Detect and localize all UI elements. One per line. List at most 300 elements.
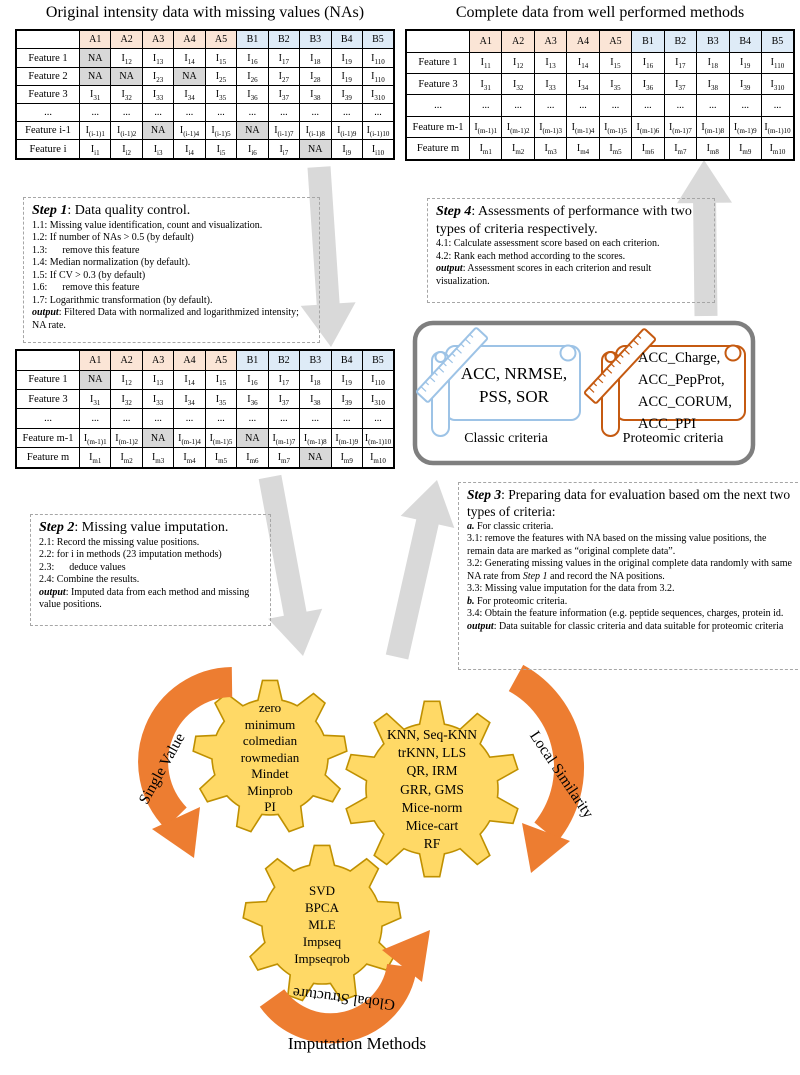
list-line: ACC, NRMSE,	[460, 364, 568, 383]
data-cell: $I_{m3}$	[142, 448, 173, 468]
data-cell: $I_{(i-1)5}$	[205, 122, 236, 140]
data-cell: $I_{19}$	[331, 370, 362, 389]
data-cell: $I_{m7}$	[268, 448, 299, 468]
step2-box	[30, 514, 271, 626]
classic-criteria-label: Classic criteria	[464, 431, 548, 446]
data-cell: $I_{110}$	[362, 49, 394, 67]
data-cell: NA	[111, 67, 142, 85]
data-cell: ...	[567, 95, 599, 116]
step-line: output: Data suitable for classic criteria and data suitable for proteomic criteria	[467, 620, 784, 632]
data-cell: $I_{(i-1)7}$	[268, 122, 299, 140]
data-cell: $I_{i7}$	[268, 140, 299, 159]
data-cell: ...	[237, 104, 268, 122]
data-cell: $I_{15}$	[599, 52, 631, 73]
table-row	[406, 116, 794, 137]
list-line: KNN, Seq-KNN	[387, 727, 477, 742]
data-cell: NA	[80, 370, 111, 389]
data-cell: $I_{34}$	[174, 390, 205, 409]
data-cell: $I_{i10}$	[362, 140, 394, 159]
data-cell: $I_{34}$	[567, 74, 599, 95]
data-cell: $I_{(m-1)4}$	[174, 428, 205, 447]
list-line: Impseq	[302, 934, 342, 949]
column-header: A2	[111, 350, 142, 370]
data-cell: $I_{37}$	[268, 85, 299, 103]
data-cell: $I_{17}$	[268, 49, 299, 67]
data-cell: $I_{12}$	[111, 370, 142, 389]
data-cell: $I_{39}$	[331, 390, 362, 409]
step3-box	[458, 482, 800, 670]
step-line: Step 3: Preparing data for evaluation based om the next two types of criteria:	[467, 487, 794, 519]
data-cell: $I_{(m-1)1}$	[80, 428, 111, 447]
step-line: 2.2: for i in methods (23 imputation methods)	[39, 549, 222, 560]
data-cell: $I_{15}$	[205, 370, 236, 389]
step4-box	[427, 198, 715, 303]
corner-cell	[406, 30, 470, 52]
data-cell: ...	[362, 409, 394, 428]
step-line: 1.4: Median normalization (by default).	[32, 257, 191, 268]
data-cell: NA	[237, 122, 268, 140]
data-cell: $I_{m8}$	[697, 138, 729, 160]
data-cell: ...	[599, 95, 631, 116]
right-table-title: Complete data from well performed methods	[455, 4, 745, 21]
step-line: 1.5: If CV > 0.3 (by default)	[32, 269, 146, 281]
data-cell: $I_{(m-1)8}$	[697, 116, 729, 137]
data-cell: $I_{35}$	[205, 85, 236, 103]
list-line: ACC_CORUM,	[638, 394, 732, 410]
flow-arrow-to-step3	[386, 480, 455, 660]
column-header: A2	[111, 30, 142, 49]
table-row	[16, 122, 394, 140]
local-similarity-label: Local Similarity	[526, 728, 597, 822]
data-table	[15, 29, 395, 160]
row-label: Feature 2	[16, 67, 80, 85]
data-cell: ...	[502, 95, 534, 116]
step-line: 1.2: If number of NAs > 0.5 (by default)	[32, 232, 194, 243]
data-cell: $I_{i4}$	[174, 140, 205, 159]
column-header: B4	[729, 30, 761, 52]
data-cell: $I_{18}$	[300, 49, 331, 67]
step-line: 4.1: Calculate assessment score based on each criterion.	[436, 238, 660, 249]
data-cell: $I_{14}$	[567, 52, 599, 73]
corner-cell	[16, 350, 80, 370]
row-label: Feature i-1	[16, 122, 80, 140]
table-row	[406, 74, 794, 95]
list-line: RF	[423, 836, 441, 852]
step-line: 1.6: remove this feature	[32, 282, 140, 293]
table-row	[16, 370, 394, 389]
data-cell: $I_{i2}$	[111, 140, 142, 159]
data-cell: $I_{18}$	[300, 370, 331, 389]
column-header: A3	[142, 30, 173, 49]
column-header: B4	[331, 350, 362, 370]
data-cell: ...	[80, 104, 111, 122]
data-cell: $I_{17}$	[664, 52, 696, 73]
data-cell: ...	[534, 95, 566, 116]
list-line: colmedian	[242, 733, 298, 748]
data-cell: $I_{11}$	[470, 52, 502, 73]
table-row	[406, 52, 794, 73]
table-row	[16, 85, 394, 103]
data-cell: $I_{37}$	[268, 390, 299, 409]
data-cell: $I_{m4}$	[567, 138, 599, 160]
original-data-table	[15, 29, 395, 160]
step-line: b. For proteomic criteria.	[467, 595, 568, 607]
data-cell: $I_{i5}$	[205, 140, 236, 159]
data-cell: $I_{36}$	[237, 390, 268, 409]
data-cell: $I_{110}$	[362, 370, 394, 389]
column-header: B2	[268, 350, 299, 370]
data-cell: ...	[80, 409, 111, 428]
step-line: Step 2: Missing value imputation.	[39, 520, 229, 535]
data-cell: NA	[80, 49, 111, 67]
data-cell: $I_{310}$	[362, 390, 394, 409]
data-cell: $I_{16}$	[237, 370, 268, 389]
data-cell: $I_{110}$	[362, 67, 394, 85]
row-label: Feature m-1	[16, 428, 80, 447]
left-table-title: Original intensity data with missing values (NAs)	[45, 4, 365, 21]
data-cell: $I_{34}$	[174, 85, 205, 103]
data-cell: $I_{(m-1)5}$	[205, 428, 236, 447]
corner-cell	[16, 30, 80, 49]
data-cell: $I_{m1}$	[80, 448, 111, 468]
data-cell: $I_{32}$	[502, 74, 534, 95]
data-cell: $I_{36}$	[237, 85, 268, 103]
list-line: SVD	[308, 883, 335, 898]
data-cell: $I_{(m-1)4}$	[567, 116, 599, 137]
list-line: MLE	[308, 917, 336, 932]
row-label: Feature m-1	[406, 116, 470, 137]
list-line: zero	[258, 700, 282, 715]
data-cell: ...	[697, 95, 729, 116]
data-cell: $I_{(m-1)10}$	[362, 428, 394, 447]
data-cell: $I_{110}$	[761, 52, 794, 73]
data-cell: $I_{m4}$	[174, 448, 205, 468]
data-cell: $I_{(m-1)7}$	[664, 116, 696, 137]
data-cell: $I_{38}$	[697, 74, 729, 95]
data-cell: $I_{(m-1)5}$	[599, 116, 631, 137]
data-cell: $I_{31}$	[80, 390, 111, 409]
step-line: output: Assessment scores in each criterion and result visualization.	[436, 263, 654, 287]
list-line: QR, IRM	[406, 763, 458, 779]
table-row	[406, 95, 794, 116]
data-cell: $I_{(m-1)2}$	[502, 116, 534, 137]
global-structure-methods	[247, 882, 397, 967]
list-line: ACC_PepProt,	[638, 372, 725, 388]
data-cell: $I_{(i-1)9}$	[331, 122, 362, 140]
list-line: Mindet	[251, 766, 289, 781]
row-label: Feature 3	[16, 85, 80, 103]
column-header: B5	[362, 350, 394, 370]
list-line: rowmedian	[240, 749, 300, 765]
data-cell: ...	[761, 95, 794, 116]
step1-box	[23, 197, 320, 343]
data-cell: ...	[300, 409, 331, 428]
global-structure-label: Global Structure	[291, 983, 397, 1014]
data-cell: ...	[142, 104, 173, 122]
data-cell: $I_{16}$	[632, 52, 664, 73]
data-cell: $I_{12}$	[111, 49, 142, 67]
list-line: ACC_PPI	[638, 416, 697, 432]
data-cell: $I_{13}$	[142, 49, 173, 67]
table-row	[16, 67, 394, 85]
data-cell: $I_{38}$	[300, 390, 331, 409]
data-cell: $I_{31}$	[470, 74, 502, 95]
table-row	[16, 428, 394, 447]
column-header: B1	[632, 30, 664, 52]
step-line: output: Imputed data from each method and missing value positions.	[39, 586, 252, 610]
data-cell: NA	[300, 140, 331, 159]
data-cell: ...	[632, 95, 664, 116]
step-line: 3.3: Missing value imputation for the data from 3.2.	[467, 583, 675, 595]
filtered-data-table	[15, 349, 395, 469]
data-cell: $I_{m10}$	[761, 138, 794, 160]
row-label: ...	[16, 409, 80, 428]
data-cell: ...	[729, 95, 761, 116]
list-line: BPCA	[305, 900, 339, 915]
data-cell: $I_{i3}$	[142, 140, 173, 159]
data-table	[15, 349, 395, 469]
data-cell: $I_{310}$	[761, 74, 794, 95]
column-header: A1	[80, 350, 111, 370]
data-cell: ...	[237, 409, 268, 428]
data-cell: $I_{31}$	[80, 85, 111, 103]
row-label: Feature 1	[406, 52, 470, 73]
data-cell: ...	[205, 409, 236, 428]
step-line: 2.1: Record the missing value positions.	[39, 536, 200, 548]
table-row	[16, 140, 394, 159]
column-header: A2	[502, 30, 534, 52]
column-header: B4	[331, 30, 362, 49]
data-cell: ...	[331, 104, 362, 122]
row-label: ...	[406, 95, 470, 116]
data-cell: ...	[111, 409, 142, 428]
row-label: Feature 3	[406, 74, 470, 95]
step-line: a. For classic criteria.	[467, 520, 554, 532]
row-label: ...	[16, 104, 80, 122]
list-line: Mice-norm	[401, 799, 463, 815]
data-cell: $I_{(i-1)4}$	[174, 122, 205, 140]
data-cell: $I_{27}$	[268, 67, 299, 85]
list-line: ACC_Charge,	[638, 350, 721, 366]
data-cell: ...	[300, 104, 331, 122]
data-cell: $I_{(m-1)9}$	[331, 428, 362, 447]
local-similarity-methods	[347, 726, 517, 853]
data-cell: ...	[362, 104, 394, 122]
list-line: Minprob	[247, 782, 293, 798]
step-line: 3.1: remove the features with NA based on the missing value positions, the remain data are marked as “original complete data”.	[467, 533, 769, 557]
data-cell: $I_{26}$	[237, 67, 268, 85]
column-header: A4	[174, 30, 205, 49]
column-header: B1	[237, 30, 268, 49]
column-header: A1	[80, 30, 111, 49]
column-header: A5	[205, 30, 236, 49]
classic-criteria-list	[455, 362, 573, 408]
table-row	[406, 138, 794, 160]
column-header: A4	[567, 30, 599, 52]
data-cell: ...	[111, 104, 142, 122]
list-line: Impseqrob	[294, 951, 350, 966]
data-cell: $I_{(m-1)8}$	[300, 428, 331, 447]
data-cell: ...	[470, 95, 502, 116]
column-header: B5	[761, 30, 794, 52]
data-cell: $I_{36}$	[632, 74, 664, 95]
step-line: 3.4: Obtain the feature information (e.g. peptide sequences, charges, protein id.	[467, 608, 784, 620]
data-cell: $I_{23}$	[142, 67, 173, 85]
data-cell: $I_{(m-1)6}$	[632, 116, 664, 137]
data-cell: $I_{14}$	[174, 49, 205, 67]
table-row	[16, 104, 394, 122]
complete-data-table	[405, 29, 795, 161]
data-cell: $I_{m5}$	[205, 448, 236, 468]
data-cell: $I_{16}$	[237, 49, 268, 67]
data-cell: NA	[174, 67, 205, 85]
row-label: Feature 1	[16, 49, 80, 67]
list-line: PSS, SOR	[479, 387, 549, 406]
data-cell: $I_{(m-1)3}$	[534, 116, 566, 137]
data-cell: $I_{(m-1)10}$	[761, 116, 794, 137]
data-cell: $I_{19}$	[331, 67, 362, 85]
step-line: Step 1: Data quality control.	[32, 203, 191, 218]
proteomic-criteria-list	[638, 347, 746, 435]
list-line: PI	[264, 799, 276, 814]
data-cell: $I_{m9}$	[729, 138, 761, 160]
data-cell: $I_{32}$	[111, 85, 142, 103]
data-cell: $I_{m2}$	[111, 448, 142, 468]
table-row	[16, 448, 394, 468]
data-cell: $I_{m5}$	[599, 138, 631, 160]
data-cell: $I_{(i-1)10}$	[362, 122, 394, 140]
column-header: B3	[300, 350, 331, 370]
step-line: 3.2: Generating missing values in the original complete data randomly with same NA rate from Step 1 and record the NA positions.	[467, 558, 795, 582]
data-cell: NA	[80, 67, 111, 85]
column-header: B3	[300, 30, 331, 49]
step-line: 4.2: Rank each method according to the scores.	[436, 250, 626, 262]
data-cell: $I_{m7}$	[664, 138, 696, 160]
data-cell: $I_{m6}$	[237, 448, 268, 468]
list-line: Mice-cart	[405, 818, 459, 834]
diagram-caption: Imputation Methods	[287, 1034, 427, 1053]
data-cell: $I_{25}$	[205, 67, 236, 85]
data-cell: ...	[205, 104, 236, 122]
data-cell: ...	[664, 95, 696, 116]
row-label: Feature m	[16, 448, 80, 468]
step-line: 1.7: Logarithmic transformation (by default).	[32, 294, 213, 306]
column-header: A3	[142, 350, 173, 370]
list-line: trKNN, LLS	[397, 745, 467, 761]
step-line: output: Filtered Data with normalized and logarithmized intensity; NA rate.	[32, 307, 302, 331]
data-cell: $I_{i9}$	[331, 140, 362, 159]
proteomic-criteria-label: Proteomic criteria	[622, 431, 724, 446]
data-cell: $I_{19}$	[331, 49, 362, 67]
data-cell: $I_{m6}$	[632, 138, 664, 160]
step-line: Step 4: Assessments of performance with two types of criteria respectively.	[436, 204, 696, 237]
data-cell: $I_{32}$	[111, 390, 142, 409]
data-cell: $I_{m1}$	[470, 138, 502, 160]
data-cell: $I_{13}$	[142, 370, 173, 389]
table-row	[16, 409, 394, 428]
data-cell: NA	[142, 428, 173, 447]
data-cell: $I_{(i-1)2}$	[111, 122, 142, 140]
column-header: A1	[470, 30, 502, 52]
data-cell: ...	[268, 104, 299, 122]
data-cell: $I_{38}$	[300, 85, 331, 103]
row-label: Feature 1	[16, 370, 80, 389]
row-label: Feature 3	[16, 390, 80, 409]
data-cell: $I_{i1}$	[80, 140, 111, 159]
data-cell: $I_{19}$	[729, 52, 761, 73]
step-line: 1.3: remove this feature	[32, 244, 140, 256]
data-cell: NA	[142, 122, 173, 140]
data-cell: $I_{39}$	[729, 74, 761, 95]
data-table	[405, 29, 795, 161]
data-cell: $I_{(i-1)8}$	[300, 122, 331, 140]
column-header: A3	[534, 30, 566, 52]
data-cell: $I_{(i-1)1}$	[80, 122, 111, 140]
data-cell: $I_{15}$	[205, 49, 236, 67]
single-value-methods	[190, 700, 350, 816]
row-label: Feature i	[16, 140, 80, 159]
step-line: 2.4: Combine the results.	[39, 574, 140, 585]
column-header: A4	[174, 350, 205, 370]
data-cell: $I_{33}$	[142, 390, 173, 409]
data-cell: $I_{37}$	[664, 74, 696, 95]
data-cell: $I_{28}$	[300, 67, 331, 85]
data-cell: $I_{12}$	[502, 52, 534, 73]
data-cell: $I_{35}$	[599, 74, 631, 95]
data-cell: $I_{m10}$	[362, 448, 394, 468]
data-cell: ...	[268, 409, 299, 428]
data-cell: $I_{39}$	[331, 85, 362, 103]
data-cell: $I_{310}$	[362, 85, 394, 103]
column-header: B5	[362, 30, 394, 49]
data-cell: $I_{33}$	[534, 74, 566, 95]
data-cell: $I_{18}$	[697, 52, 729, 73]
data-cell: ...	[142, 409, 173, 428]
data-cell: $I_{17}$	[268, 370, 299, 389]
row-label: Feature m	[406, 138, 470, 160]
data-cell: $I_{m3}$	[534, 138, 566, 160]
column-header: A5	[599, 30, 631, 52]
data-cell: NA	[237, 428, 268, 447]
data-cell: ...	[174, 409, 205, 428]
step-line: 2.3: deduce values	[39, 561, 126, 573]
data-cell: $I_{(m-1)2}$	[111, 428, 142, 447]
data-cell: ...	[331, 409, 362, 428]
data-cell: $I_{13}$	[534, 52, 566, 73]
data-cell: NA	[300, 448, 331, 468]
data-cell: $I_{m9}$	[331, 448, 362, 468]
data-cell: $I_{33}$	[142, 85, 173, 103]
table-row	[16, 390, 394, 409]
list-line: minimum	[244, 716, 296, 732]
data-cell: $I_{35}$	[205, 390, 236, 409]
column-header: B2	[268, 30, 299, 49]
table-row	[16, 49, 394, 67]
step-line: 1.1: Missing value identification, count and visualization.	[32, 219, 263, 231]
data-cell: $I_{14}$	[174, 370, 205, 389]
data-cell: $I_{(m-1)9}$	[729, 116, 761, 137]
column-header: B3	[697, 30, 729, 52]
data-cell: $I_{i6}$	[237, 140, 268, 159]
column-header: B1	[237, 350, 268, 370]
data-cell: $I_{m2}$	[502, 138, 534, 160]
column-header: A5	[205, 350, 236, 370]
single-value-label: Single Value	[135, 730, 189, 808]
data-cell: $I_{(m-1)1}$	[470, 116, 502, 137]
list-line: GRR, GMS	[400, 781, 464, 797]
column-header: B2	[664, 30, 696, 52]
data-cell: $I_{(m-1)7}$	[268, 428, 299, 447]
